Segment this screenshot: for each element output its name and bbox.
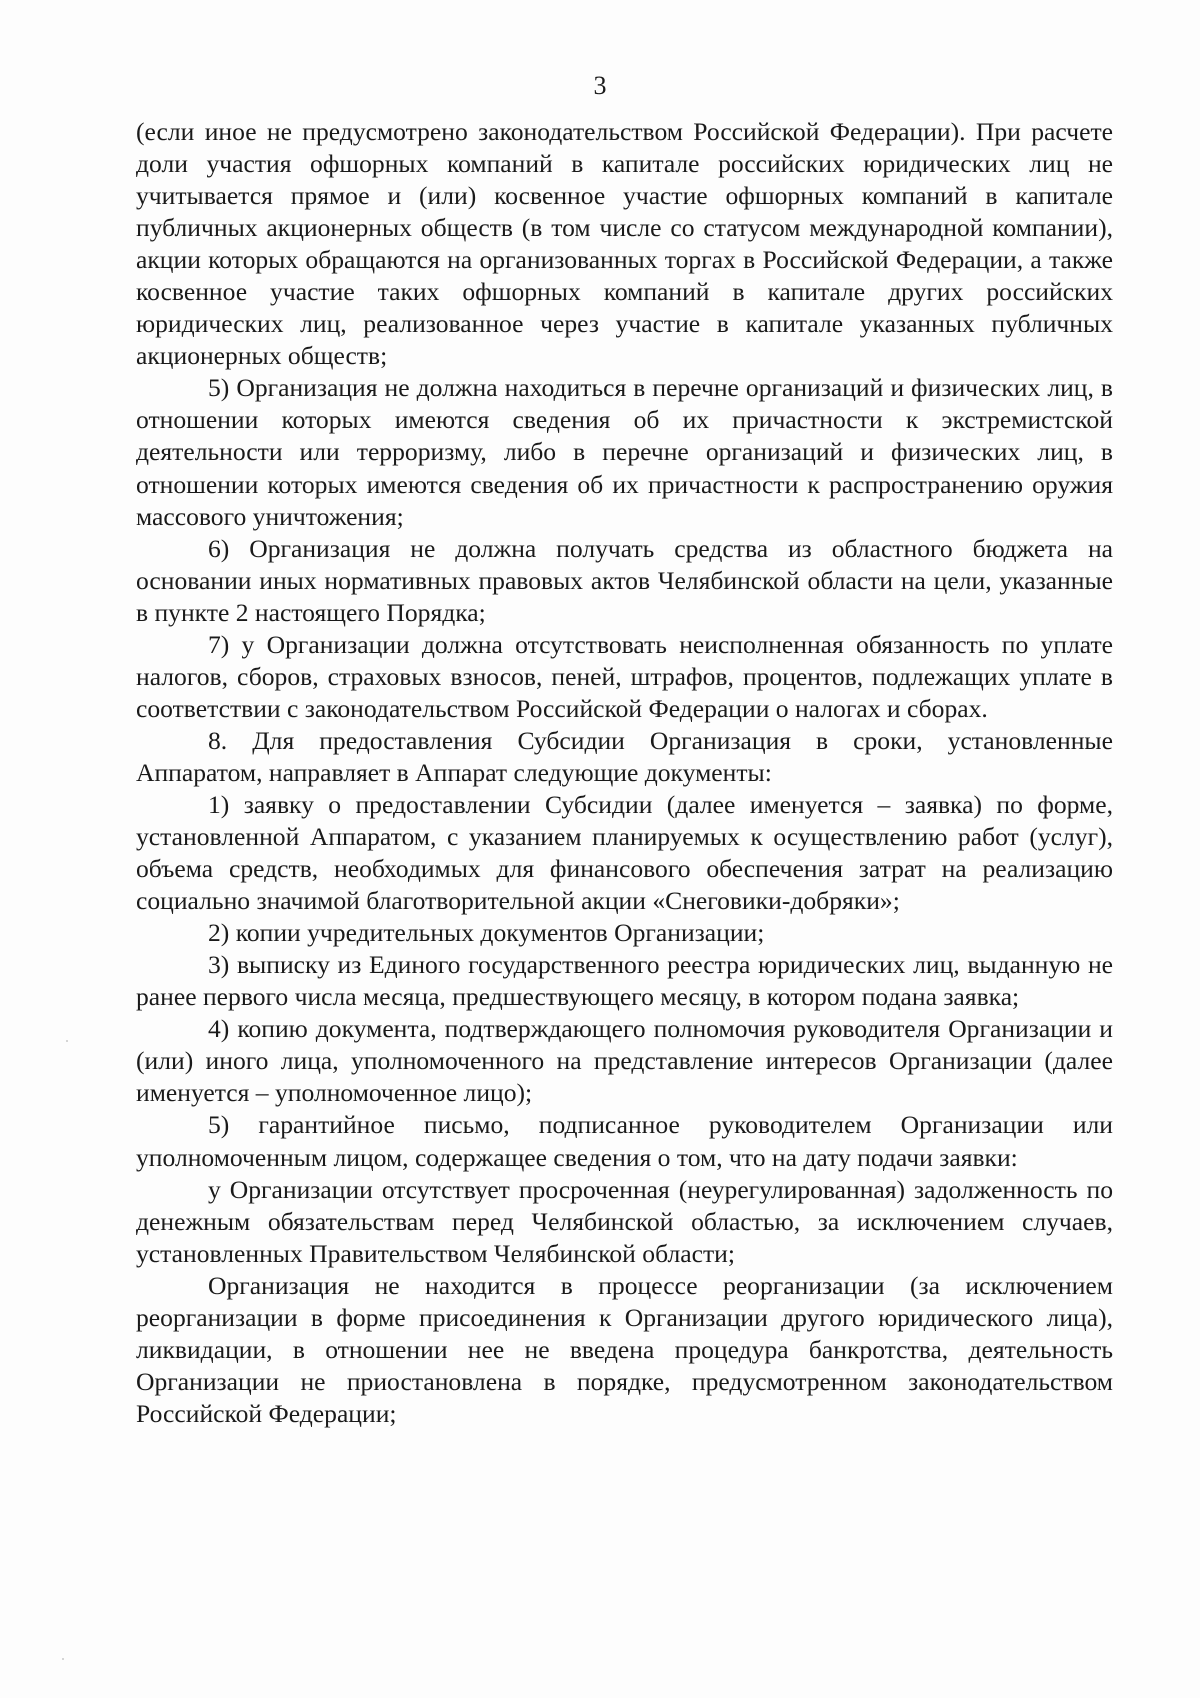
paragraph-doc-2-charter: 2) копии учредительных документов Организации; [208,918,765,948]
paragraph-doc-4-authority: 4) копию документа, подтверждающего полномочия руководителя Организации и (или) иного лица, уполномоченного на представление интересов Организации (далее именуется – уполномоченное лицо); [136,1014,1113,1108]
paragraph-guarantee-debt: у Организации отсутствует просроченная (неурегулированная) задолженность по денежным обязательствам перед Челябинской областью, за исключением случаев, установленных Правительством Челябинской области; [136,1174,1113,1268]
document-body [136,116,1113,1430]
paragraph-item-7-taxes: 7) у Организации должна отсутствовать неисполненная обязанность по уплате налогов, сборов, страховых взносов, пеней, штрафов, процентов, подлежащих уплате в соответствии с законодательством Российской Федерации о налогах и сборах. [136,629,1113,723]
page-number: 3 [593,71,607,100]
scan-speck [66,1040,68,1042]
paragraph-doc-3-registry: 3) выписку из Единого государственного реестра юридических лиц, выданную не ранее первого числа месяца, предшествующего месяцу, в котором подана заявка; [136,950,1113,1012]
paragraph-continuation: (если иное не предусмотрено законодательством Российской Федерации). При расчете доли участия офшорных компаний в капитале российских юридических лиц не учитывается прямое и (или) косвенное участие офшорных компаний в капитале публичных акционерных обществ (в том числе со статусом международной компании), акции которых обращаются на организованных торгах в Российской Федерации, а также косвенное участие таких офшорных компаний в капитале других российских юридических лиц, реализованное через участие в капитале указанных публичных акционерных обществ; [136,117,1113,371]
paragraph-doc-1-application: 1) заявку о предоставлении Субсидии (далее именуется – заявка) по форме, установленной Аппаратом, с указанием планируемых к осуществлению работ (услуг), объема средств, необходимых для финансового обеспечения затрат на реализацию социально значимой благотворительной акции «Снеговики-добряки»; [136,789,1113,916]
paragraph-guarantee-reorganization: Организация не находится в процессе реорганизации (за исключением реорганизации в форме присоединения к Организации другого юридического лица), ликвидации, в отношении нее не введена процедура банкротства, деятельность Организации не приостановлена в порядке, предусмотренном законодательством Российской Федерации; [136,1270,1113,1428]
paragraph-item-5-extremism: 5) Организация не должна находиться в перечне организаций и физических лиц, в отношении которых имеются сведения об их причастности к экстремистской деятельности или терроризму, либо в перечне организаций и физических лиц, в отношении которых имеются сведения об их причастности к распространению оружия массового уничтожения; [136,373,1113,531]
paragraph-section-8: 8. Для предоставления Субсидии Организация в сроки, установленные Аппаратом, направляет в Аппарат следующие документы: [136,725,1113,787]
scan-speck [62,1658,64,1660]
paragraph-item-6-budget: 6) Организация не должна получать средства из областного бюджета на основании иных нормативных правовых актов Челябинской области на цели, указанные в пункте 2 настоящего Порядка; [136,533,1113,627]
paragraph-doc-5-guarantee: 5) гарантийное письмо, подписанное руководителем Организации или уполномоченным лицом, содержащее сведения о том, что на дату подачи заявки: [136,1110,1113,1172]
